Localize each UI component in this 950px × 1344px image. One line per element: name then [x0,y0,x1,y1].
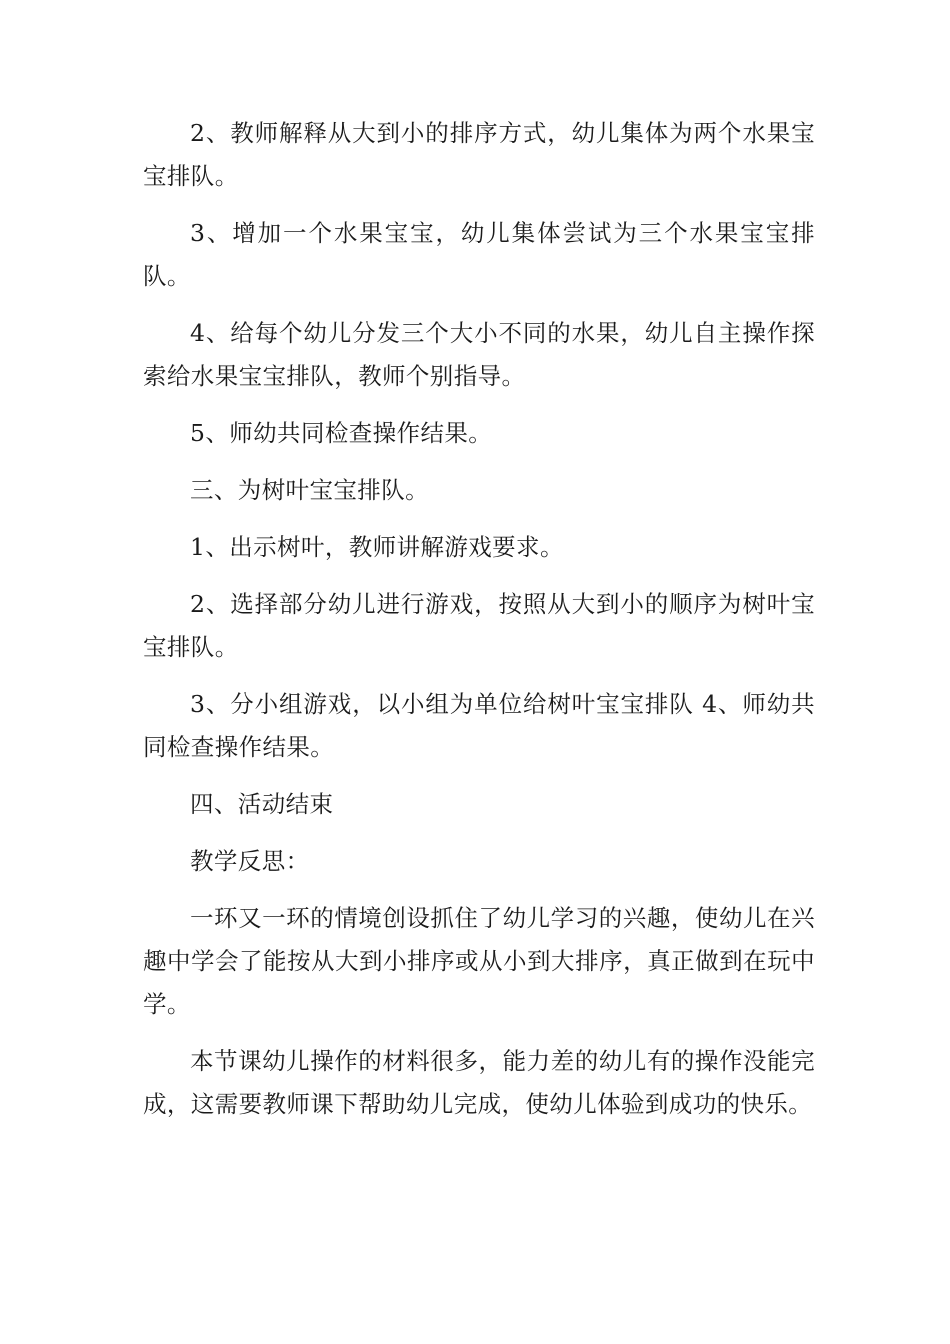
paragraph-leaf-step-3: 3、分小组游戏，以小组为单位给树叶宝宝排队 4、师幼共同检查操作结果。 [143,690,816,761]
paragraph-step-3: 3、增加一个水果宝宝，幼儿集体尝试为三个水果宝宝排队。 [143,219,815,290]
paragraph-reflection-1: 一环又一环的情境创设抓住了幼儿学习的兴趣，使幼儿在兴趣中学会了能按从大到小排序或从小到大排序，真正做到在玩中学。 [143,904,815,1018]
paragraph-leaf-step-2: 2、选择部分幼儿进行游戏，按照从大到小的顺序为树叶宝宝排队。 [143,590,815,661]
section-heading-leaf-queue: 三、为树叶宝宝排队。 [190,476,429,504]
paragraph-reflection-2: 本节课幼儿操作的材料很多，能力差的幼儿有的操作没能完成，这需要教师课下帮助幼儿完成，使幼儿体验到成功的快乐。 [143,1047,815,1118]
paragraph-step-2: 2、教师解释从大到小的排序方式，幼儿集体为两个水果宝宝排队。 [143,119,815,190]
document-body [143,112,815,1126]
paragraph-step-5: 5、师幼共同检查操作结果。 [190,419,493,447]
paragraph-step-4: 4、给每个幼儿分发三个大小不同的水果，幼儿自主操作探索给水果宝宝排队，教师个别指导。 [143,319,815,390]
section-heading-activity-end: 四、活动结束 [190,790,334,818]
paragraph-leaf-step-1: 1、出示树叶，教师讲解游戏要求。 [190,533,564,561]
section-heading-reflection: 教学反思： [190,847,310,875]
